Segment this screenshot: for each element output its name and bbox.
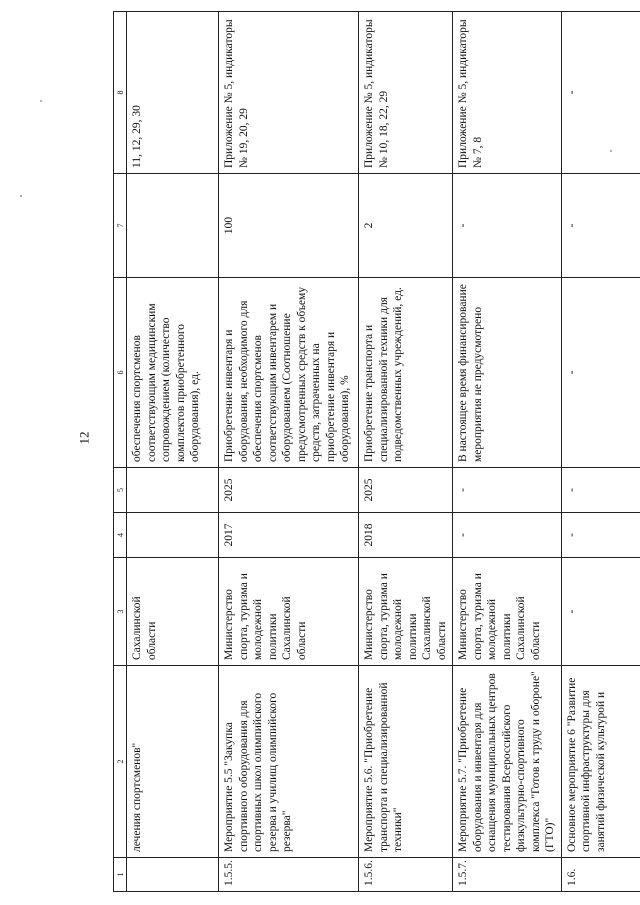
indicator: -: [561, 278, 640, 468]
col-header-6: 6: [114, 278, 127, 468]
executor: -: [561, 558, 640, 666]
activity-name: Мероприятие 5.6. "Приобретение транспорта и специализированной техники": [359, 666, 453, 858]
col-header-7: 7: [114, 174, 127, 278]
table-row: [561, 12, 640, 892]
start-year: 2018: [359, 513, 453, 558]
table-row: [127, 12, 219, 892]
reference: -: [561, 12, 640, 174]
indicator-value: 2: [359, 174, 453, 278]
col-header-4: 4: [114, 513, 127, 558]
reference: 11, 12, 29, 30: [127, 12, 219, 174]
row-number: 1.5.7.: [453, 858, 562, 892]
start-year: [127, 513, 219, 558]
indicator: В настоящее время финансирование мероприятия не предусмотрено: [453, 278, 562, 468]
page-number: 12: [76, 431, 92, 445]
program-activities-table: [113, 11, 640, 892]
activity-name: Мероприятие 5.7. "Приобретение оборудования и инвентаря для оснащения муниципальных центров тестирования Всероссийского физкультурно-спортивного комплекса "Готов к труду и обороне" (ГТО)": [453, 666, 562, 858]
col-header-2: 2: [114, 666, 127, 858]
indicator: Приобретение инвентаря и оборудования, необходимого для обеспечения спортсменов соответствующим инвентарем и оборудованием (Соотношение предусмотренных средств к объему средств, затраченных на приобретение инвентаря и оборудования), %: [219, 278, 359, 468]
col-header-5: 5: [114, 468, 127, 513]
activity-name: Основное мероприятие 6 "Развитие спортивной инфраструктуры для занятий физической культурой и: [561, 666, 640, 858]
end-year: 2025: [359, 468, 453, 513]
scan-speck: [40, 100, 42, 102]
indicator: Приобретение транспорта и специализированной техники для подведомственных учреждений, ед.: [359, 278, 453, 468]
table-row: [219, 12, 359, 892]
start-year: -: [561, 513, 640, 558]
indicator-value: [127, 174, 219, 278]
end-year: [127, 468, 219, 513]
table-row: [453, 12, 562, 892]
executor: Министерство спорта, туризма и молодежной политики Сахалинской области: [453, 558, 562, 666]
row-number: 1.5.5.: [219, 858, 359, 892]
activity-name: Мероприятие 5.5 "Закупка спортивного оборудования для спортивных школ олимпийского резерва и училищ олимпийского резерва": [219, 666, 359, 858]
end-year: -: [453, 468, 562, 513]
activity-name: лечения спортсменов": [127, 666, 219, 858]
reference: Приложение № 5, индикаторы № 10, 18, 22, 29: [359, 12, 453, 174]
end-year: -: [561, 468, 640, 513]
table-row: [359, 12, 453, 892]
header-row: [114, 12, 127, 892]
indicator: обеспечения спортсменов соответствующим медицинским сопровождением (количество комплектов приобретенного оборудования), ед.: [127, 278, 219, 468]
indicator-value: -: [453, 174, 562, 278]
start-year: -: [453, 513, 562, 558]
indicator-value: 100: [219, 174, 359, 278]
reference: Приложение № 5, индикаторы № 7, 8: [453, 12, 562, 174]
executor: Министерство спорта, туризма и молодежной политики Сахалинской области: [219, 558, 359, 666]
col-header-8: 8: [114, 12, 127, 174]
col-header-1: 1: [114, 858, 127, 892]
executor: Сахалинской области: [127, 558, 219, 666]
start-year: 2017: [219, 513, 359, 558]
row-number: 1.6.: [561, 858, 640, 892]
row-number: 1.5.6.: [359, 858, 453, 892]
rotated-table-container: [113, 12, 640, 892]
executor: Министерство спорта, туризма и молодежной политики Сахалинской области: [359, 558, 453, 666]
scan-speck: [610, 150, 612, 152]
reference: Приложение № 5, индикаторы № 19, 20, 29: [219, 12, 359, 174]
indicator-value: -: [561, 174, 640, 278]
row-number: [127, 858, 219, 892]
col-header-3: 3: [114, 558, 127, 666]
scan-speck: [20, 195, 22, 197]
end-year: 2025: [219, 468, 359, 513]
